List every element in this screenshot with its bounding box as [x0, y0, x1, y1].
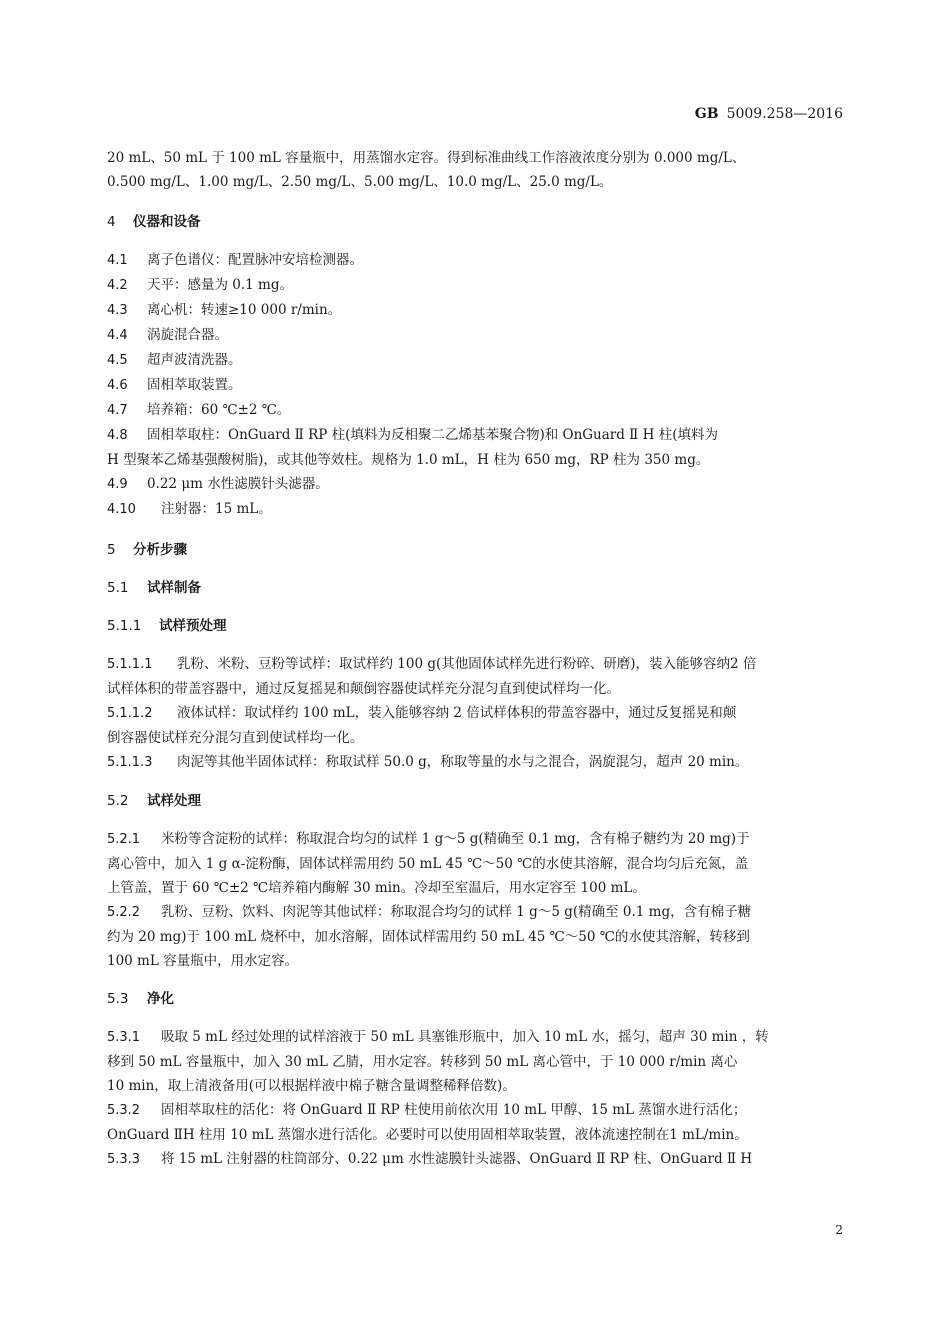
- para-5-2-2-cont-2: 100 mL 容量瓶中，用水定容。: [107, 953, 299, 969]
- para-5-3-1: 5.3.1 吸取 5 mL 经过处理的试样溶液于 50 mL 具塞锥形瓶中，加入 10 mL 水，摇匀，超声 30 min ，转: [107, 1029, 769, 1045]
- para-5-3-1-cont-1: 移到 50 mL 容量瓶中，加入 30 mL 乙腈，用水定容。转移到 50 mL 离心管中，于 10 000 r/min 离心: [107, 1054, 738, 1070]
- para-5-3-2-cont: OnGuard ⅡH 柱用 10 mL 蒸馏水进行活化。必要时可以使用固相萃取装置，液体流速控制在1 mL/min。: [107, 1127, 748, 1143]
- para-5-1-1-3: 5.1.1.3 肉泥等其他半固体试样：称取试样 50.0 g，称取等量的水与之混合，涡旋混匀，超声 20 min。: [107, 754, 749, 770]
- section-5-1-heading: 5.1 试样制备: [107, 580, 201, 596]
- item-4-8-cont: H 型聚苯乙烯基强酸树脂)，或其他等效柱。规格为 1.0 mL，H 柱为 650 mg，RP 柱为 350 mg。: [107, 452, 710, 468]
- section-5-heading: 5 分析步骤: [107, 542, 187, 558]
- item-4-1: 4.1 离子色谱仪：配置脉冲安培检测器。: [107, 252, 363, 268]
- item-4-6: 4.6 固相萃取装置。: [107, 377, 242, 393]
- para-5-1-1-1-cont: 试样体积的带盖容器中，通过反复摇晃和颠倒容器使试样充分混匀直到使试样均一化。: [107, 681, 620, 697]
- para-5-3-2: 5.3.2 固相萃取柱的活化：将 OnGuard Ⅱ RP 柱使用前依次用 10 mL 甲醇、15 mL 蒸馏水进行活化；: [107, 1102, 747, 1118]
- para-5-1-1-2-cont: 倒容器使试样充分混匀直到使试样均一化。: [107, 730, 364, 746]
- page-content: [107, 146, 843, 1172]
- item-4-10: 4.10 注射器：15 mL。: [107, 501, 272, 517]
- item-4-7: 4.7 培养箱：60 ℃±2 ℃。: [107, 402, 291, 418]
- para-5-2-1: 5.2.1 米粉等含淀粉的试样：称取混合均匀的试样 1 g～5 g(精确至 0.1 mg，含有棉子糖约为 20 mg)于: [107, 831, 750, 847]
- page-number: 2: [835, 1223, 843, 1237]
- section-5-3-heading: 5.3 净化: [107, 991, 174, 1007]
- section-4-heading: 4 仪器和设备: [107, 214, 201, 230]
- document-header: [695, 106, 843, 122]
- standard-code: GB: [694, 106, 719, 122]
- para-5-3-1-cont-2: 10 min，取上清液备用(可以根据样液中棉子糖含量调整稀释倍数)。: [107, 1078, 516, 1094]
- para-5-1-1-2: 5.1.1.2 液体试样：取试样约 100 mL，装入能够容纳 2 倍试样体积的带盖容器中，通过反复摇晃和颠: [107, 705, 737, 721]
- section-5-2-heading: 5.2 试样处理: [107, 793, 201, 809]
- para-5-2-2: 5.2.2 乳粉、豆粉、饮料、肉泥等其他试样：称取混合均匀的试样 1 g～5 g(精确至 0.1 mg，含有棉子糖: [107, 904, 752, 920]
- intro-line-1: 20 mL、50 mL 于 100 mL 容量瓶中，用蒸馏水定容。得到标准曲线工作溶液浓度分别为 0.000 mg/L、: [107, 150, 746, 166]
- para-5-1-1-1: 5.1.1.1 乳粉、米粉、豆粉等试样：取试样约 100 g(其他固体试样先进行粉碎、研磨)，装入能够容纳2 倍: [107, 656, 757, 672]
- para-5-2-1-cont-2: 上管盖，置于 60 ℃±2 ℃培养箱内酶解 30 min。冷却至室温后，用水定容至 100 mL。: [107, 880, 646, 896]
- item-4-4: 4.4 涡旋混合器。: [107, 327, 228, 343]
- para-5-2-2-cont-1: 约为 20 mg)于 100 mL 烧杯中，加水溶解，固体试样需用约 50 mL 45 ℃～50 ℃的水使其溶解，转移到: [107, 929, 750, 945]
- section-5-1-1-heading: 5.1.1 试样预处理: [107, 618, 227, 634]
- item-4-8: 4.8 固相萃取柱：OnGuard Ⅱ RP 柱(填料为反相聚二乙烯基苯聚合物)和 OnGuard Ⅱ H 柱(填料为: [107, 427, 718, 443]
- item-4-9: 4.9 0.22 μm 水性滤膜针头滤器。: [107, 476, 329, 492]
- item-4-5: 4.5 超声波清洗器。: [107, 352, 242, 368]
- item-4-2: 4.2 天平：感量为 0.1 mg。: [107, 277, 293, 293]
- item-4-3: 4.3 离心机：转速≥10 000 r/min。: [107, 302, 342, 318]
- intro-line-2: 0.500 mg/L、1.00 mg/L、2.50 mg/L、5.00 mg/L、10.0 mg/L、25.0 mg/L。: [107, 174, 613, 190]
- para-5-2-1-cont-1: 离心管中，加入 1 g α-淀粉酶，固体试样需用约 50 mL 45 ℃～50 ℃的水使其溶解，混合均匀后充氮，盖: [107, 856, 749, 872]
- para-5-3-3: 5.3.3 将 15 mL 注射器的柱筒部分、0.22 μm 水性滤膜针头滤器、OnGuard Ⅱ RP 柱、OnGuard Ⅱ H: [107, 1151, 753, 1167]
- standard-number: 5009.258—2016: [726, 106, 843, 122]
